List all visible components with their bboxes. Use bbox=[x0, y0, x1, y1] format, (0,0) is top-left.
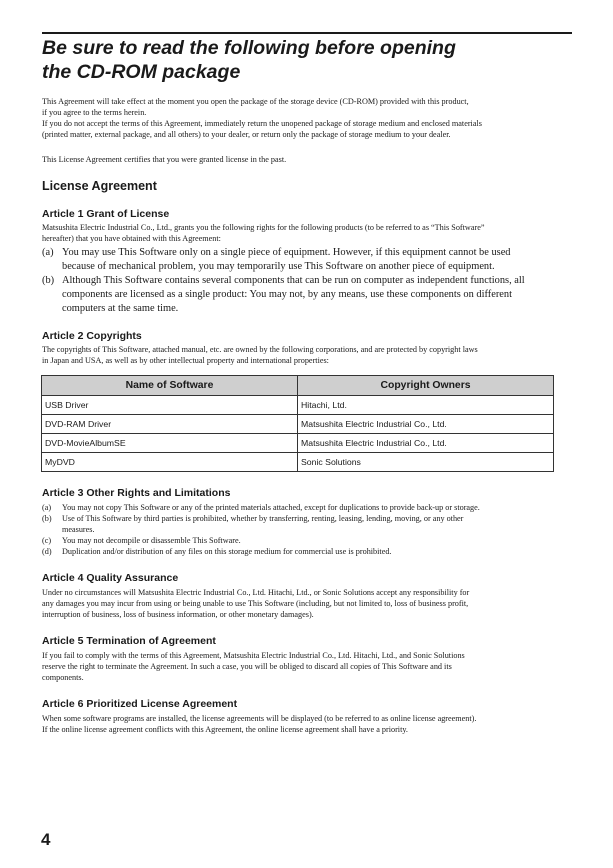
table-cell: MyDVD bbox=[42, 453, 298, 472]
article-6-line-2: If the online license agreement conflicts with this Agreement, the online license agreement shall have a priority. bbox=[42, 725, 408, 734]
article-2-heading: Article 2 Copyrights bbox=[42, 330, 142, 342]
list-item bbox=[42, 513, 572, 535]
intro-p1-line-1: This Agreement will take effect at the moment you open the package of the storage device (CD-ROM) provided with this product, bbox=[42, 97, 469, 106]
article-5-line-1: If you fail to comply with the terms of this Agreement, Matsushita Electric Industrial Co., Ltd. Hitachi, Ltd., and Sonic Solutions bbox=[42, 651, 465, 660]
list-marker: (a) bbox=[42, 247, 54, 258]
article-5-heading: Article 5 Termination of Agreement bbox=[42, 635, 216, 647]
list-marker: (a) bbox=[42, 503, 52, 512]
list-item bbox=[42, 502, 572, 513]
list-marker: (c) bbox=[42, 536, 52, 545]
column-header-software: Name of Software bbox=[42, 376, 298, 396]
article-4-line-2: any damages you may incur from using or being unable to use This Software (including, but not limited to, loss of business profit, bbox=[42, 599, 469, 608]
article-4-heading: Article 4 Quality Assurance bbox=[42, 572, 179, 584]
page-number: 4 bbox=[41, 830, 51, 849]
article-5-line-3: components. bbox=[42, 673, 84, 682]
software-copyright-table bbox=[41, 375, 554, 472]
list-item-line: measures. bbox=[62, 525, 95, 534]
column-header-owners: Copyright Owners bbox=[298, 376, 554, 396]
article-3-list bbox=[42, 502, 572, 557]
table-cell: Hitachi, Ltd. bbox=[298, 396, 554, 415]
article-6-line-1: When some software programs are installed, the license agreements will be displayed (to be referred to as online license agreement). bbox=[42, 714, 477, 723]
table-cell: Sonic Solutions bbox=[298, 453, 554, 472]
article-1-body bbox=[42, 222, 572, 244]
table-cell: USB Driver bbox=[42, 396, 298, 415]
list-marker: (b) bbox=[42, 275, 55, 286]
license-agreement-heading: License Agreement bbox=[42, 179, 157, 193]
list-item bbox=[42, 546, 572, 557]
article-6-heading: Article 6 Prioritized License Agreement bbox=[42, 698, 238, 710]
table-cell: DVD-RAM Driver bbox=[42, 415, 298, 434]
article-1-line-1: Matsushita Electric Industrial Co., Ltd., grants you the following rights for the following products (to be referred to as “This Software” bbox=[42, 223, 485, 232]
list-item bbox=[42, 246, 572, 274]
article-4-body bbox=[42, 587, 572, 620]
article-1-line-2: hereafter) that you have obtained with this Agreement: bbox=[42, 234, 221, 243]
list-item bbox=[42, 274, 572, 316]
article-6-body bbox=[42, 713, 572, 735]
table-row bbox=[42, 453, 554, 472]
table-cell: Matsushita Electric Industrial Co., Ltd. bbox=[298, 415, 554, 434]
table-cell: DVD-MovieAlbumSE bbox=[42, 434, 298, 453]
article-4-line-1: Under no circumstances will Matsushita Electric Industrial Co., Ltd. Hitachi, Ltd., or Sonic Solutions accept any responsibility for bbox=[42, 588, 470, 597]
list-item-line: computers at the same time. bbox=[62, 303, 179, 314]
page-title-line-2: the CD-ROM package bbox=[42, 61, 241, 83]
list-item-line: Use of This Software by third parties is prohibited, whether by transferring, renting, leasing, lending, moving, or any other bbox=[62, 514, 464, 523]
intro-p1-line-2: if you agree to the terms herein. bbox=[42, 108, 147, 117]
table-row bbox=[42, 434, 554, 453]
list-item-text: You may not copy This Software or any of the printed materials attached, except for duplications to provide back-up or storage. bbox=[62, 503, 480, 512]
article-2-line-2: in Japan and USA, as well as by other intellectual property and international properties: bbox=[42, 356, 329, 365]
list-item-line: Although This Software contains several components that can be run on computer as independent functions, all bbox=[62, 275, 525, 286]
article-5-body bbox=[42, 650, 572, 683]
article-2-body bbox=[42, 344, 572, 366]
list-item-text: Duplication and/or distribution of any files on this storage medium for commercial use is prohibited. bbox=[62, 547, 392, 556]
page-title bbox=[42, 32, 572, 84]
article-2-line-1: The copyrights of This Software, attached manual, etc. are owned by the following corporations, and are protected by copyright laws bbox=[42, 345, 478, 354]
intro-p2-line-2: (printed matter, external package, and all others) to your dealer, or return only the package of storage medium to your dealer. bbox=[42, 130, 451, 139]
page-title-line-1: Be sure to read the following before opening bbox=[42, 37, 456, 59]
list-item-line: because of mechanical problem, you may temporarily use This Software on another piece of equipment. bbox=[62, 261, 495, 272]
table-row bbox=[42, 415, 554, 434]
article-5-line-2: reserve the right to terminate the Agreement. In such a case, you will be obliged to discard all copies of This Software and its bbox=[42, 662, 452, 671]
intro-p2-line-1: If you do not accept the terms of this Agreement, immediately return the unopened package of storage medium and enclosed materials bbox=[42, 119, 482, 128]
list-item-line: You may use This Software only on a single piece of equipment. However, if this equipment cannot be used bbox=[62, 247, 511, 258]
list-marker: (d) bbox=[42, 547, 52, 556]
list-item-line: components are licensed as a single product: You may not, by any means, use these components on different bbox=[62, 289, 512, 300]
table-header-row bbox=[42, 376, 554, 396]
intro-paragraph-1 bbox=[42, 96, 572, 140]
table-cell: Matsushita Electric Industrial Co., Ltd. bbox=[298, 434, 554, 453]
list-marker: (b) bbox=[42, 514, 52, 523]
list-item bbox=[42, 535, 572, 546]
list-item-text: You may not decompile or disassemble This Software. bbox=[62, 536, 241, 545]
intro-paragraph-3: This License Agreement certifies that you were granted license in the past. bbox=[42, 155, 287, 164]
article-1-heading: Article 1 Grant of License bbox=[42, 208, 170, 220]
article-1-list bbox=[42, 246, 572, 316]
table-row bbox=[42, 396, 554, 415]
article-3-heading: Article 3 Other Rights and Limitations bbox=[42, 487, 231, 499]
article-4-line-3: interruption of business, loss of business information, or other monetary damages). bbox=[42, 610, 314, 619]
